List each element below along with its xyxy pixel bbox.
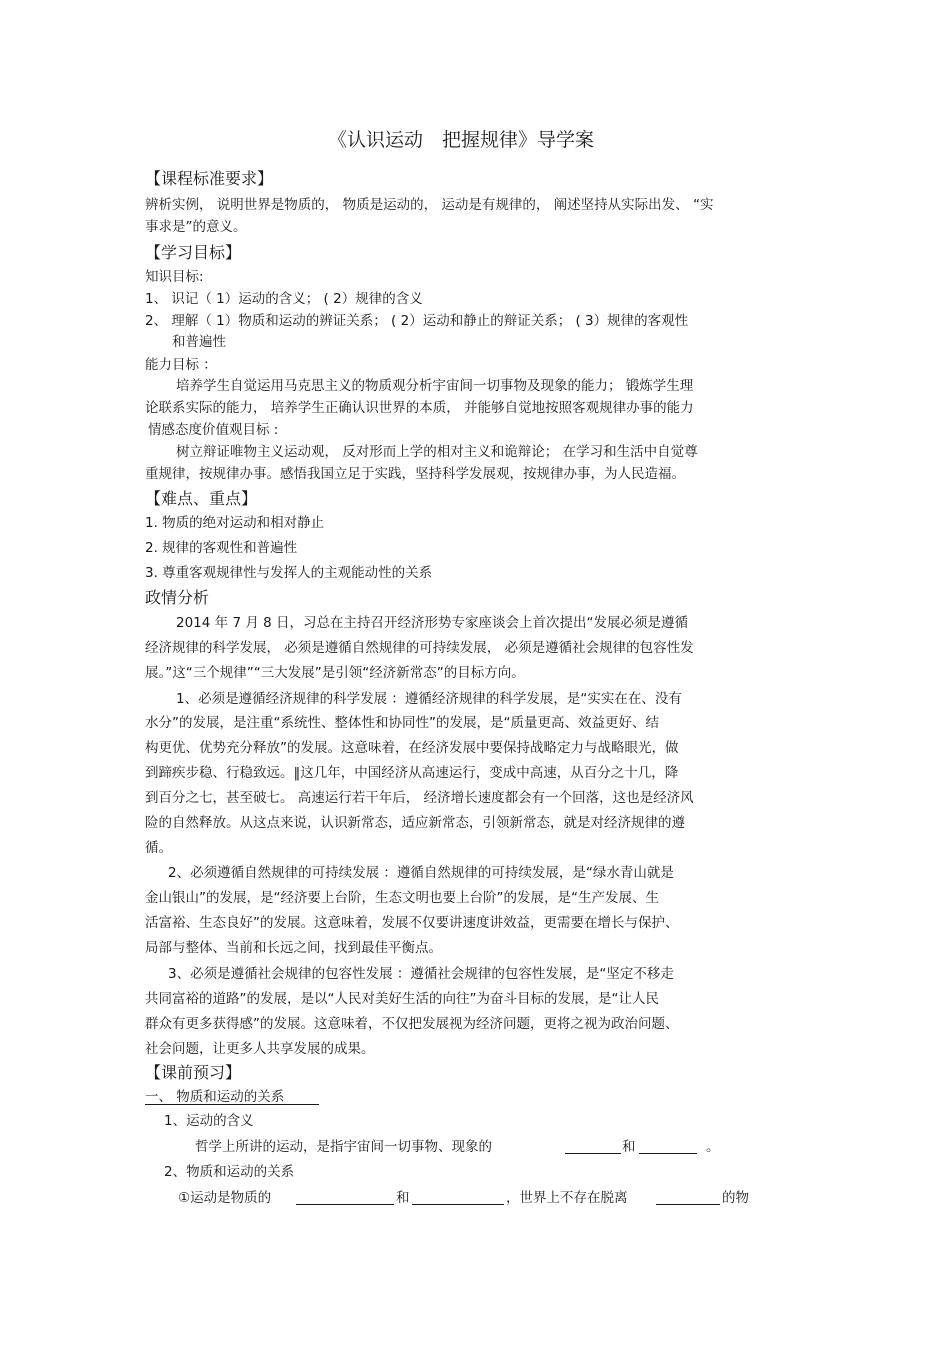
analysis-p3-line: 群众有更多获得感”的发展。这意味着，不仅把发展视为经济问题，更将之视为政治问题、 bbox=[145, 1016, 679, 1032]
question-2-text: ①运动是物质的 bbox=[178, 1190, 272, 1206]
knowledge-goal-1: 1、 识记（ 1）运动的含义； ( 2）规律的含义 bbox=[145, 291, 423, 307]
analysis-p2-line: 活富裕、生态良好”的发展。这意味着，发展不仅要讲速度讲效益，更需要在增长与保护、 bbox=[145, 915, 679, 931]
analysis-p1-line: 到百分之七，甚至破七。 高速运行若干年后， 经济增长速度都会有一个回落，这也是经济风 bbox=[145, 790, 694, 806]
blank-field[interactable] bbox=[639, 1153, 697, 1154]
question-2-end: 的物 bbox=[722, 1190, 749, 1206]
analysis-p2-line: 局部与整体、当前和长远之间，找到最佳平衡点。 bbox=[145, 940, 442, 956]
analysis-p3-line: 社会问题，让更多人共享发展的成果。 bbox=[145, 1041, 375, 1057]
question-1-and: 和 bbox=[622, 1139, 636, 1155]
emotion-goal-label: 情感态度价值观目标 : bbox=[148, 422, 279, 438]
subheading-underline bbox=[145, 1104, 319, 1105]
analysis-p1-line: 循。 bbox=[145, 840, 172, 856]
analysis-p3-line: 3、必须是遵循社会规律的包容性发展 ：遵循社会规律的包容性发展，是“坚定不移走 bbox=[168, 966, 674, 982]
question-1-end: 。 bbox=[706, 1139, 720, 1155]
question-2-label: 2、物质和运动的关系 bbox=[164, 1164, 295, 1180]
section-heading-goals: 【学习目标】 bbox=[145, 243, 242, 262]
section-heading-keypoints: 【难点、重点】 bbox=[145, 489, 258, 508]
question-1-text: 哲学上所讲的运动，是指宇宙间一切事物、现象的 bbox=[195, 1139, 492, 1155]
section-heading-analysis: 政情分析 bbox=[145, 588, 210, 607]
knowledge-goal-label: 知识目标: bbox=[145, 269, 204, 285]
blank-field[interactable] bbox=[565, 1153, 621, 1154]
knowledge-goal-2-cont: 和普遍性 bbox=[172, 334, 226, 350]
section-heading-preview: 【课前预习】 bbox=[145, 1063, 242, 1082]
blank-field[interactable] bbox=[296, 1204, 394, 1205]
analysis-p1-line: 构更优、优势充分释放”的发展。这意味着，在经济发展中要保持战略定力与战略眼光，做 bbox=[145, 740, 679, 756]
emotion-line-2: 重规律，按规律办事。感悟我国立足于实践，坚持科学发展观，按规律办事，为人民造福。 bbox=[145, 466, 685, 482]
keypoint-item: 2. 规律的客观性和普遍性 bbox=[145, 540, 298, 556]
question-2-mid: ，世界上不存在脱离 bbox=[506, 1190, 628, 1206]
blank-field[interactable] bbox=[656, 1204, 720, 1205]
analysis-intro-line: 展。”这“三个规律”“三大发展”是引领“经济新常态”的目标方向。 bbox=[145, 665, 525, 681]
question-1-label: 1、运动的含义 bbox=[164, 1113, 254, 1129]
analysis-p2-line: 2、必须遵循自然规律的可持续发展 ：遵循自然规律的可持续发展，是“绿水青山就是 bbox=[168, 865, 674, 881]
knowledge-goal-2: 2、 理解（ 1）物质和运动的辨证关系； ( 2）运动和静止的辩证关系； ( 3）规律的客观性 bbox=[145, 313, 689, 329]
preview-subheading: 一、 物质和运动的关系 bbox=[145, 1089, 285, 1105]
analysis-p2-line: 金山银山”的发展，是“经济要上台阶，生态文明也要上台阶”的发展，是“生产发展、生 bbox=[145, 890, 659, 906]
ability-line-1: 培养学生自觉运用马克思主义的物质观分析宇宙间一切事物及现象的能力； 锻炼学生理 bbox=[176, 378, 694, 394]
analysis-p3-line: 共同富裕的道路”的发展，是以“人民对美好生活的向往”为奋斗目标的发展，是“让人民 bbox=[145, 991, 659, 1007]
question-2-and: 和 bbox=[396, 1190, 410, 1206]
analysis-p1-line: 水分”的发展，是注重“系统性、整体性和协同性”的发展，是“质量更高、效益更好、结 bbox=[145, 715, 659, 731]
keypoint-item: 3. 尊重客观规律性与发挥人的主观能动性的关系 bbox=[145, 565, 433, 581]
ability-goal-label: 能力目标 ： bbox=[145, 357, 217, 373]
keypoint-item: 1. 物质的绝对运动和相对静止 bbox=[145, 515, 325, 531]
analysis-p1-line: 险的自然释放。从这点来说，认识新常态，适应新常态，引领新常态，就是对经济规律的遵 bbox=[145, 815, 685, 831]
section-heading-curriculum: 【课程标准要求】 bbox=[145, 169, 274, 188]
page-title: 《认识运动 把握规律》导学案 bbox=[328, 129, 595, 151]
curriculum-line-2: 事求是”的意义。 bbox=[145, 219, 247, 235]
blank-field[interactable] bbox=[412, 1204, 504, 1205]
analysis-p1-line: 1、必须是遵循经济规律的科学发展 ：遵循经济规律的科学发展，是“实实在在、没有 bbox=[176, 691, 682, 707]
analysis-intro-line: 经济规律的科学发展， 必须是遵循自然规律的可持续发展， 必须是遵循社会规律的包容性发 bbox=[145, 640, 694, 656]
emotion-line-1: 树立辩证唯物主义运动观， 反对形而上学的相对主义和诡辩论； 在学习和生活中自觉尊 bbox=[176, 444, 698, 460]
analysis-p1-line: 到蹄疾步稳、行稳致远。‖这几年，中国经济从高速运行，变成中高速，从百分之十几，降 bbox=[145, 765, 679, 781]
ability-line-2: 论联系实际的能力， 培养学生正确认识世界的本质， 并能够自觉地按照客观规律办事的能力 bbox=[145, 400, 694, 416]
curriculum-line-1: 辨析实例， 说明世界是物质的， 物质是运动的， 运动是有规律的， 阐述坚持从实际出发、 “实 bbox=[145, 197, 714, 213]
analysis-intro-line: 2014 年 7 月 8 日，习总在主持召开经济形势专家座谈会上首次提出“发展必须是遵循 bbox=[176, 615, 688, 631]
